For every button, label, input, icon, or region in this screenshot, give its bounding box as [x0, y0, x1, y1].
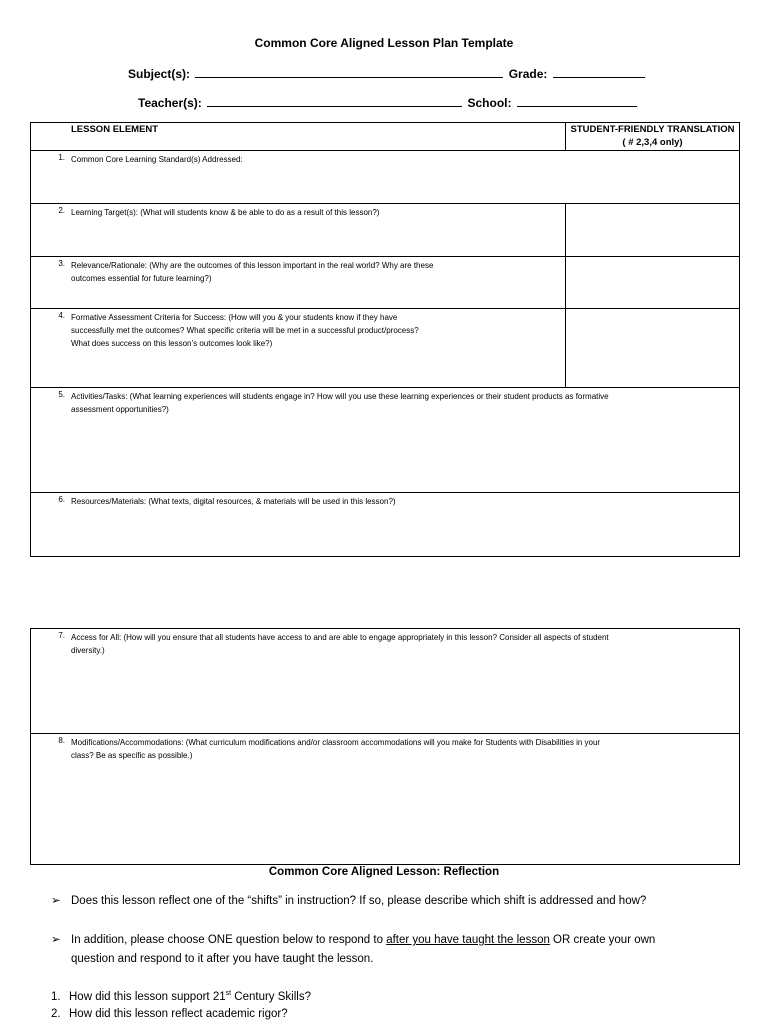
grade-label: Grade: — [508, 67, 548, 81]
row-3-cell[interactable]: 3. Relevance/Rationale: (Why are the outcomes of this lesson important in the real world? Why are these outcomes essential for future learning?) — [31, 257, 566, 309]
lesson-plan-table-continued — [30, 628, 740, 865]
row-6-cell[interactable]: 6. Resources/Materials: (What texts, digital resources, & materials will be used in this lesson?) — [31, 493, 740, 557]
reflection-title: Common Core Aligned Lesson: Reflection — [268, 866, 500, 878]
row-8-cell[interactable]: 8. Modifications/Accommodations: (What curriculum modifications and/or classroom accommodations will you make for Students with Disabilities in your class? Be as specific as possible.) — [31, 734, 740, 865]
school-label: School: — [467, 96, 512, 110]
reflection-bullet-1: ➢ Does this lesson reflect one of the “shifts” in instruction? If so, please describe which shift is addressed and how? — [51, 892, 646, 911]
question-1: 1. How did this lesson support 21st Century Skills? — [51, 990, 311, 1003]
table-header-row — [31, 123, 740, 151]
row-7-cell[interactable]: 7. Access for All: (How will you ensure that all students have access to and are able to engage appropriately in this lesson? Consider all aspects of student diversity.) — [31, 629, 740, 734]
row-3-translation-cell[interactable] — [566, 257, 740, 309]
subject-grade-line — [128, 65, 647, 81]
row-4-cell[interactable]: 4. Formative Assessment Criteria for Success: (How will you & your students know if they have successfully met the outcomes? What specific criteria will be met in a successful product/process? What does success on this lesson’s outcomes look like?) — [31, 309, 566, 388]
page-title: Common Core Aligned Lesson Plan Template — [254, 36, 514, 50]
table-row — [31, 388, 740, 493]
question-2: 2. How did this lesson reflect academic rigor? — [51, 1008, 288, 1020]
row-1-cell[interactable]: 1. Common Core Learning Standard(s) Addressed: — [31, 151, 740, 204]
grade-field[interactable] — [553, 65, 645, 78]
row-2-translation-cell[interactable] — [566, 204, 740, 257]
subject-field[interactable] — [195, 65, 503, 78]
arrow-bullet-icon: ➢ — [51, 895, 61, 907]
row-2-cell[interactable]: 2. Learning Target(s): (What will students know & be able to do as a result of this lesson?) — [31, 204, 566, 257]
translation-header: STUDENT-FRIENDLY TRANSLATION ( # 2,3,4 only) — [566, 123, 740, 151]
reflection-bullet-2: ➢ In addition, please choose ONE question below to respond to after you have taught the lesson OR create your own question and respond to it after you have taught the lesson. — [51, 931, 655, 969]
lesson-element-header: LESSON ELEMENT — [31, 123, 566, 151]
row-4-translation-cell[interactable] — [566, 309, 740, 388]
table-row — [31, 257, 740, 309]
teacher-school-line — [138, 94, 639, 110]
table-row — [31, 734, 740, 865]
table-row — [31, 629, 740, 734]
arrow-bullet-icon: ➢ — [51, 934, 61, 946]
subject-label: Subject(s): — [128, 67, 191, 81]
teacher-label: Teacher(s): — [138, 96, 202, 110]
table-row — [31, 204, 740, 257]
row-5-cell[interactable]: 5. Activities/Tasks: (What learning experiences will students engage in? How will you use these learning experiences or their student products as formative assessment opportunities?) — [31, 388, 740, 493]
table-row — [31, 493, 740, 557]
lesson-plan-table — [30, 122, 740, 557]
table-row — [31, 151, 740, 204]
table-row — [31, 309, 740, 388]
school-field[interactable] — [517, 94, 637, 107]
teacher-field[interactable] — [207, 94, 462, 107]
